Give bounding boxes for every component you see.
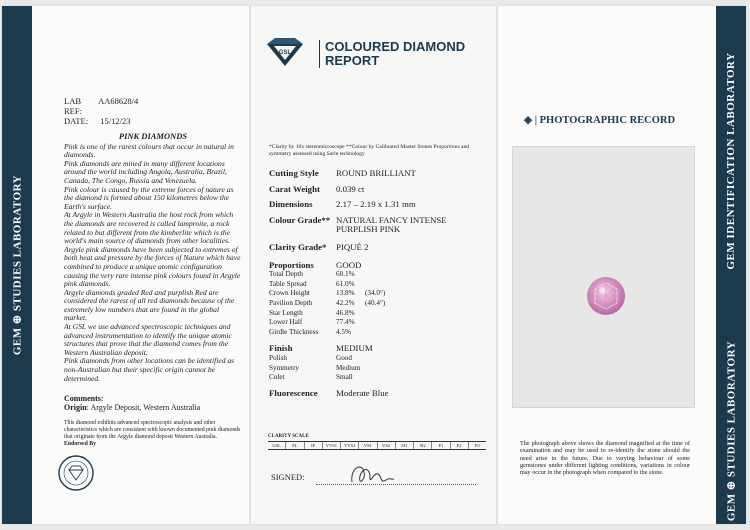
prop-star-length: Star Length 46.8% xyxy=(269,308,355,317)
prop-total-depth: Total Depth 60.1% xyxy=(269,270,355,279)
signature-line xyxy=(316,484,476,485)
right-strip-text-top: GEM IDENTIFICATION LABORATORY xyxy=(725,52,737,270)
right-brand-strip xyxy=(716,6,746,524)
clarity-scale-label: CLARITY SCALE xyxy=(268,434,309,439)
endorsement-seal-icon xyxy=(54,454,98,492)
grading-table xyxy=(269,169,484,398)
gsl-diamond-logo-icon xyxy=(263,36,307,68)
prop-lower-half: Lower Half 77.4% xyxy=(269,318,355,327)
clarity-cell: VS2 xyxy=(377,442,395,449)
diamond-photo xyxy=(512,146,695,408)
comments-block xyxy=(64,395,242,412)
clarity-cell: P2 xyxy=(450,442,468,449)
paragraph: Pink colour is caused by the extreme forces of nature as the diamond is formed about 150 kilometres below the Earth's surface. xyxy=(64,184,234,211)
origin-label: Origin xyxy=(64,402,87,412)
row-finish: Finish MEDIUM xyxy=(269,343,373,354)
prop-table-spread: Table Spread 61.0% xyxy=(269,279,355,288)
left-brand-strip xyxy=(2,6,32,524)
comments-label: Comments: xyxy=(64,394,104,404)
paragraph: Argyle pink diamonds have been subjected to extremes of both heat and pressure by the forces of Nature which have combined to produce a unique atomic configuration causing the very rare intense pink colours found in Argyle pink diamonds. xyxy=(64,244,241,289)
pink-diamonds-text xyxy=(64,143,242,384)
clarity-cell: IF xyxy=(304,442,322,449)
clarity-cell: SI1 xyxy=(395,442,413,449)
paragraph: Pink diamonds are mined in many different locations around the world including Angola, Australia, Brazil, Canada, The Congo, Russia and Venezuela. xyxy=(64,158,227,185)
signed-label: SIGNED: xyxy=(271,472,305,482)
pink-diamond-image xyxy=(586,276,626,316)
clarity-scale xyxy=(268,434,486,450)
clarity-cell: GSL xyxy=(272,443,281,448)
row-fluorescence: Fluorescence Moderate Blue xyxy=(269,387,389,398)
clarity-cell: P3 xyxy=(468,442,486,449)
prop-crown-height: Crown Height 13.8% (34.0°) xyxy=(269,289,386,298)
methods-footnote: *Clarity by 10x stereomicroscope **Colour by Calibrated Master Stones Proportions and symmetry assessed using Sarin technology xyxy=(269,144,470,157)
left-content xyxy=(64,96,242,448)
report-title xyxy=(319,40,465,68)
clarity-cell: VVS1 xyxy=(322,442,340,449)
clarity-cell: FL xyxy=(285,442,303,449)
finish-culet: Culet Small xyxy=(269,373,353,382)
clarity-cell: VS1 xyxy=(358,442,376,449)
lab-ref-label: LAB REF: xyxy=(64,96,82,116)
row-carat-weight: Carat Weight 0.039 ct xyxy=(269,183,365,194)
finish-polish: Polish Good xyxy=(269,353,352,362)
left-strip-text: GEM ⊕ STUDIES LABORATORY xyxy=(11,174,24,356)
clarity-cell: P1 xyxy=(431,442,449,449)
logo-text: GSL xyxy=(278,50,292,56)
right-strip-text-bottom: GEM ⊕ STUDIES LABORATORY xyxy=(725,340,738,521)
lab-ref-value: AA68628/4 xyxy=(98,96,139,106)
pink-diamonds-title: PINK DIAMONDS xyxy=(118,131,188,141)
signature-icon xyxy=(346,458,396,490)
prop-pavilion-depth: Pavilion Depth 42.2% (40.4°) xyxy=(269,298,386,307)
row-clarity-grade: Clarity Grade* PIQUÉ 2 xyxy=(269,241,369,252)
origin-value: : Argyle Deposit, Western Australia xyxy=(86,402,201,412)
clarity-cell: SI2 xyxy=(413,442,431,449)
row-dimensions: Dimensions 2.17 – 2.19 x 1.31 mm xyxy=(269,199,416,210)
photo-note: The photograph above shows the diamond magnified at the time of examination and may be used to re-identify the stone should the need arise in the future. Due to varying behaviour of some gemstones under different lighting conditions, variations in colour may occur in the photograph when compared to the stone. xyxy=(520,440,690,477)
analysis-note-text: This diamond exhibits advanced spectroscopic analysis and other characteristics which are consistent with known documented pink diamonds that originate from the Argyle diamond deposit Western Australia. xyxy=(64,420,241,440)
row-colour-grade: Colour Grade** NATURAL FANCY INTENSE PURPLISH PINK xyxy=(269,214,447,235)
row-proportions: Proportions GOOD xyxy=(269,259,362,270)
clarity-cell: VVS2 xyxy=(340,442,358,449)
lab-ref-block xyxy=(64,96,242,126)
endorsed-label: Endorsed By xyxy=(64,440,97,447)
right-panel xyxy=(498,6,746,524)
report-title-line2: REPORT xyxy=(325,53,380,68)
date-value: 15/12/23 xyxy=(100,116,131,126)
paragraph: Pink is one of the rarest colours that occur in natural in diamonds. xyxy=(64,141,234,160)
middle-panel xyxy=(251,6,496,524)
paragraph: At GSL we use advanced spectroscopic techniques and advanced instrumentation to identify the unique atomic structures that prove that the diamond comes from the Western Australian deposit. xyxy=(64,322,232,357)
finish-symmetry: Symmetry Medium xyxy=(269,363,361,372)
date-label: DATE: xyxy=(64,116,89,126)
analysis-note xyxy=(64,420,242,447)
prop-girdle-thickness: Girdle Thickness 4.5% xyxy=(269,327,351,336)
report-title-line1: COLOURED DIAMOND xyxy=(325,39,466,54)
photographic-record-title: ◈ | PHOTOGRAPHIC RECORD xyxy=(524,115,676,126)
row-cutting-style: Cutting Style ROUND BRILLIANT xyxy=(269,168,416,178)
paragraph: At Argyle in Western Australia the host rock from which the diamonds are recovered is called lamproite, a rock related to but different from the kimberlite which is the world's main source of diamonds from other localities. xyxy=(64,210,234,246)
paragraph: Argyle diamonds graded Red and purplish Red are considered the rarest of all red diamonds because of the extremely low numbers that are found in the global market. xyxy=(64,287,235,323)
paragraph: Pink diamonds from other locations can be identified as non-Australian but their specific origin cannot be determined. xyxy=(64,356,235,383)
clarity-scale-table xyxy=(268,441,486,450)
left-panel xyxy=(2,6,249,524)
